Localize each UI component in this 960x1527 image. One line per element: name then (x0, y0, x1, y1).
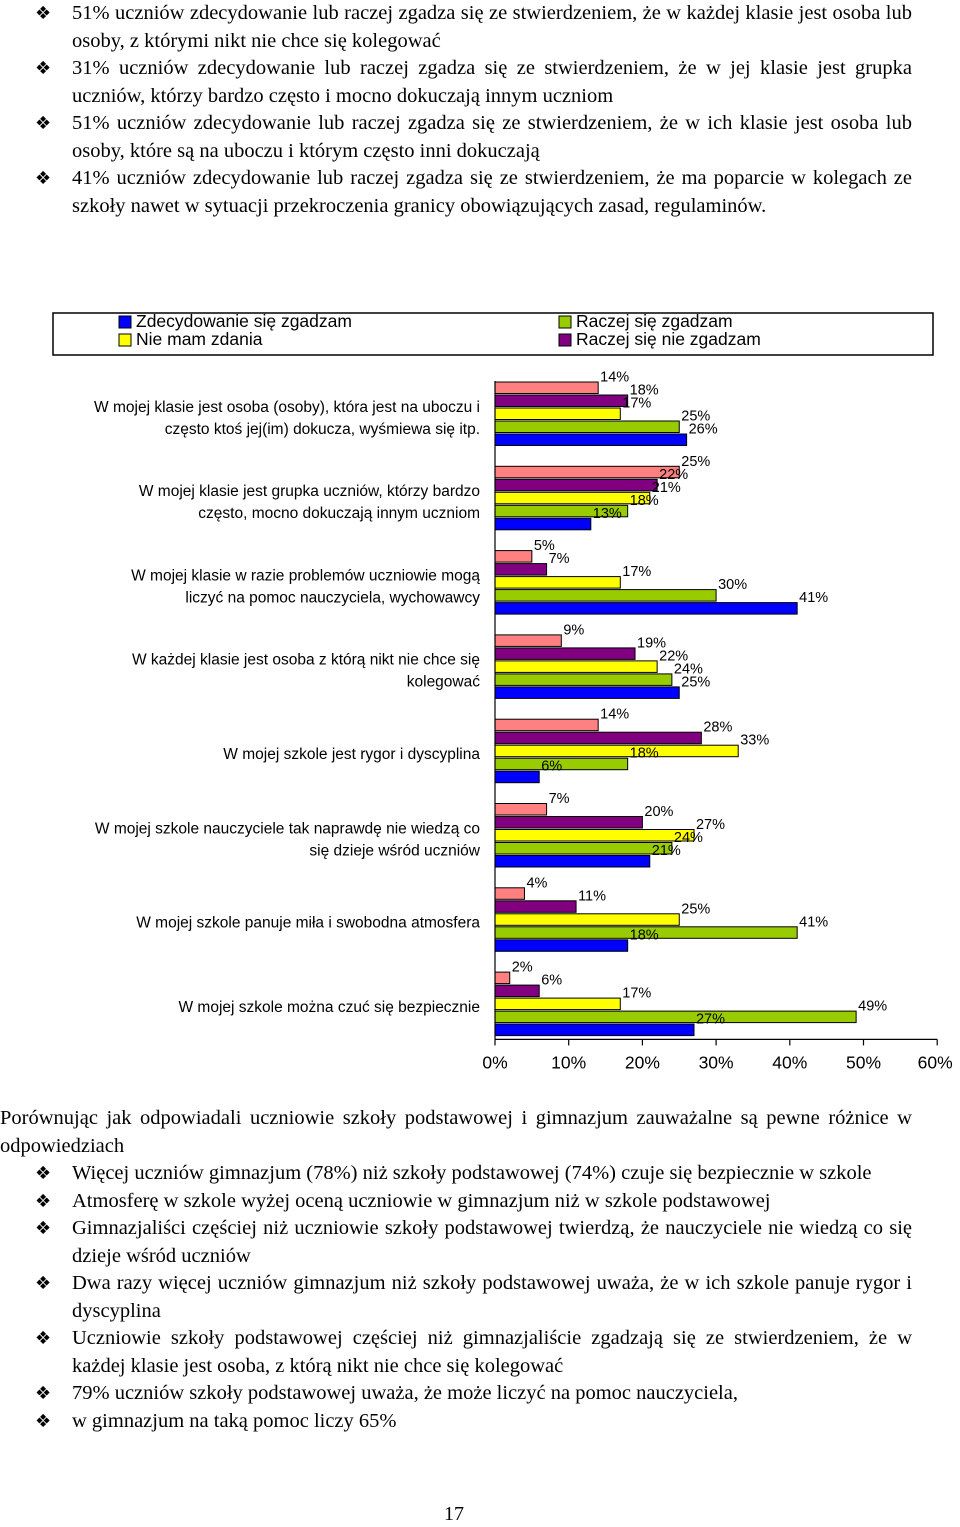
bar-value-label: 25% (681, 901, 711, 918)
x-tick-label: 50% (845, 1052, 882, 1073)
legend-label: Raczej się zgadzam (576, 311, 733, 331)
bar-value-label: 41% (799, 914, 829, 931)
bar (495, 817, 642, 829)
bar-value-label: 18% (629, 745, 659, 762)
bullet-item (0, 165, 912, 220)
category-label: się dzieje wśród uczniów (309, 842, 480, 860)
bullet-text: 41% uczniów zdecydowanie lub raczej zgadza się ze stwierdzeniem, że ma poparcie w kolegach ze szkoły nawet w sytuacji przekroczenia granicy obowiązujących zasad, regulaminów. (72, 167, 912, 217)
bar (495, 771, 539, 783)
bar-value-label: 11% (578, 888, 607, 905)
category-label: W mojej klasie jest grupka uczniów, którzy bardzo (138, 483, 480, 501)
x-tick-label: 0% (482, 1052, 508, 1073)
bullet-text: 31% uczniów zdecydowanie lub raczej zgadza się ze stwierdzeniem, że w jej klasie jest grupka uczniów, którzy bardzo często i mocno dokuczają innym uczniom (72, 57, 912, 107)
bar (495, 551, 532, 563)
bullet-item (0, 55, 912, 110)
bullet-item (0, 1188, 912, 1216)
bar-value-label: 49% (858, 998, 888, 1015)
bar-value-label: 22% (659, 466, 689, 483)
page-number: 17 (444, 1503, 464, 1525)
bar-value-label: 17% (622, 564, 652, 581)
bar-value-label: 21% (651, 479, 681, 496)
bar (495, 985, 539, 997)
bullet-text: 79% uczniów szkoły podstawowej uważa, że może liczyć na pomoc nauczyciela, (72, 1382, 738, 1404)
bar-value-label: 20% (644, 804, 674, 820)
bar (495, 492, 650, 504)
legend-label: Nie mam zdania (136, 329, 263, 349)
bar-value-label: 25% (681, 674, 711, 691)
bar (495, 648, 635, 660)
bar-value-label: 17% (622, 395, 652, 412)
diamond-dots-icon: ❖ (35, 113, 52, 134)
bar-value-label: 19% (637, 635, 667, 652)
bar (495, 830, 694, 842)
bar-value-label: 18% (629, 927, 659, 944)
bar-value-label: 41% (799, 590, 829, 607)
x-tick-label: 60% (917, 1052, 953, 1073)
bar (495, 590, 716, 602)
bar (495, 577, 620, 589)
bar (495, 466, 679, 478)
bar (495, 479, 657, 491)
category-label: liczyć na pomoc nauczyciela, wychowawcy (185, 589, 480, 607)
bullet-text: 51% uczniów zdecydowanie lub raczej zgadza się ze stwierdzeniem, że w ich klasie jest osoba lub osoby, które są na uboczu i którym często inni dokuczają (72, 112, 912, 162)
bar-value-label: 21% (651, 843, 681, 859)
bar (495, 395, 628, 407)
category-label: często ktoś jej(im) dokucza, wyśmiewa się itp. (164, 420, 480, 438)
bar (495, 804, 547, 816)
bar (495, 914, 679, 926)
bar (495, 687, 679, 699)
x-tick-label: 30% (698, 1052, 734, 1073)
diamond-dots-icon: ❖ (35, 1410, 52, 1432)
bullet-item (0, 0, 912, 55)
category-label: W mojej szkole jest rygor i dyscyplina (223, 745, 480, 763)
category-label: kolegować (406, 673, 480, 691)
diamond-dots-icon: ❖ (35, 1163, 52, 1184)
bar (495, 408, 620, 420)
bar-value-label: 27% (695, 817, 726, 833)
bar-marks (495, 370, 887, 1036)
horizontal-bar-chart (0, 305, 960, 1095)
bar (495, 901, 576, 913)
category-label: W każdej klasie jest osoba z którą nikt nie chce się (131, 651, 480, 669)
diamond-dots-icon: ❖ (35, 1383, 52, 1404)
bar (495, 856, 650, 868)
bar (495, 1011, 856, 1023)
bullet-text: Atmosferę w szkole wyżej oceną uczniowie w gimnazjum niż w szkole podstawowej (72, 1189, 771, 1212)
bullet-item (0, 110, 912, 165)
diamond-dots-icon: ❖ (35, 168, 52, 189)
category-labels (94, 399, 481, 1016)
bar-value-label: 6% (541, 972, 563, 989)
bar-value-label: 18% (629, 382, 659, 399)
comparison-paragraph: Porównując jak odpowiadali uczniowie szkoły podstawowej i gimnazjum zauważalne są pewne różnice w odpowiedziach (0, 1107, 912, 1157)
bar (495, 635, 561, 647)
bar-value-label: 24% (673, 830, 703, 846)
bullet-item (0, 1408, 912, 1436)
bar (495, 518, 591, 530)
bar-value-label: 9% (563, 622, 585, 639)
bar (495, 434, 687, 446)
bar-value-label: 25% (681, 408, 711, 425)
bullet-text: 51% uczniów zdecydowanie lub raczej zgadza się ze stwierdzeniem, że w każdej klasie jest osoba lub osoby, z którymi nikt nie chce się kolegować (72, 2, 912, 52)
bullet-text: Więcej uczniów gimnazjum (78%) niż szkoły podstawowej (74%) czuje się bezpiecznie w szkole (72, 1162, 872, 1184)
category-label: często, mocno dokuczają innym uczniom (198, 505, 480, 523)
bar (495, 745, 738, 757)
bar-value-label: 5% (533, 538, 555, 555)
bar (495, 732, 701, 744)
bullet-item (0, 1325, 912, 1380)
bar (495, 998, 620, 1010)
legend-swatch (559, 316, 571, 328)
bar-value-label: 26% (688, 421, 718, 438)
bar (495, 661, 657, 673)
bullet-text: Dwa razy więcej uczniów gimnazjum niż szkoły podstawowej uważa, że w ich szkole panuje rygor i dyscyplina (72, 1272, 912, 1322)
bottom-bullet-list (0, 1160, 912, 1435)
diamond-dots-icon: ❖ (35, 3, 52, 24)
bar-value-label: 24% (673, 661, 703, 678)
bullet-item (0, 1215, 912, 1270)
legend-label: Raczej się nie zgadzam (576, 329, 761, 349)
bullet-item (0, 1380, 912, 1408)
bar (495, 888, 524, 900)
chart-legend (53, 311, 933, 355)
bar (495, 719, 598, 731)
bar (495, 674, 672, 686)
bar-value-label: 33% (740, 732, 770, 749)
bar-value-label: 28% (703, 719, 733, 736)
bullet-text: w gimnazjum na taką pomoc liczy 65% (72, 1409, 397, 1432)
bar (495, 1024, 694, 1036)
bar-value-label: 27% (695, 1011, 726, 1028)
bar (495, 843, 672, 855)
bar (495, 940, 628, 952)
legend-swatch (119, 334, 131, 346)
bar-value-label: 13% (592, 505, 622, 522)
bar-value-label: 30% (718, 577, 748, 594)
x-tick-label: 10% (551, 1052, 587, 1073)
bar (495, 564, 547, 576)
bar (495, 972, 510, 984)
bar-value-label: 14% (600, 706, 630, 723)
top-bullet-list (0, 0, 912, 220)
bar-value-label: 2% (511, 959, 533, 976)
diamond-dots-icon: ❖ (35, 58, 52, 79)
bar-value-label: 7% (548, 551, 570, 568)
category-label: W mojej szkole można czuć się bezpiecznie (178, 998, 480, 1016)
bar-value-label: 25% (681, 453, 711, 470)
diamond-dots-icon: ❖ (35, 1328, 52, 1349)
bar-value-label: 18% (629, 492, 659, 509)
diamond-dots-icon: ❖ (35, 1218, 52, 1239)
category-label: W mojej szkole nauczyciele tak naprawdę nie wiedzą co (94, 820, 480, 838)
bar (495, 382, 598, 394)
bar-value-label: 4% (526, 875, 548, 892)
x-tick-label: 20% (624, 1052, 660, 1073)
bullet-text: Gimnazjaliści częściej niż uczniowie szkoły podstawowej twierdzą, że nauczyciele nie wiedzą co się dzieje wśród uczniów (72, 1217, 912, 1267)
bullet-text: Uczniowie szkoły podstawowej częściej niż gimnazjaliście zgadzają się ze stwierdzeniem, że w każdej klasie jest osoba, z którą nikt nie chce się kolegować (72, 1327, 912, 1377)
category-label: W mojej klasie w razie problemów uczniowie mogą (131, 567, 480, 585)
diamond-dots-icon: ❖ (35, 1190, 52, 1212)
bullet-item (0, 1270, 912, 1325)
diamond-dots-icon: ❖ (35, 1273, 52, 1294)
legend-swatch (559, 334, 571, 346)
bar-value-label: 6% (541, 758, 563, 775)
bar-value-label: 17% (622, 985, 652, 1002)
x-tick-label: 40% (772, 1052, 808, 1073)
bar-value-label: 7% (548, 791, 570, 807)
bar (495, 603, 797, 615)
category-label: W mojej szkole panuje miła i swobodna atmosfera (136, 914, 480, 932)
bar-value-label: 14% (600, 369, 630, 386)
bar-value-label: 22% (659, 648, 689, 665)
bar (495, 421, 679, 433)
bullet-item (0, 1160, 912, 1188)
legend-label: Zdecydowanie się zgadzam (136, 311, 352, 331)
legend-swatch (119, 316, 131, 328)
category-label: W mojej klasie jest osoba (osoby), która jest na uboczu i (94, 398, 480, 416)
